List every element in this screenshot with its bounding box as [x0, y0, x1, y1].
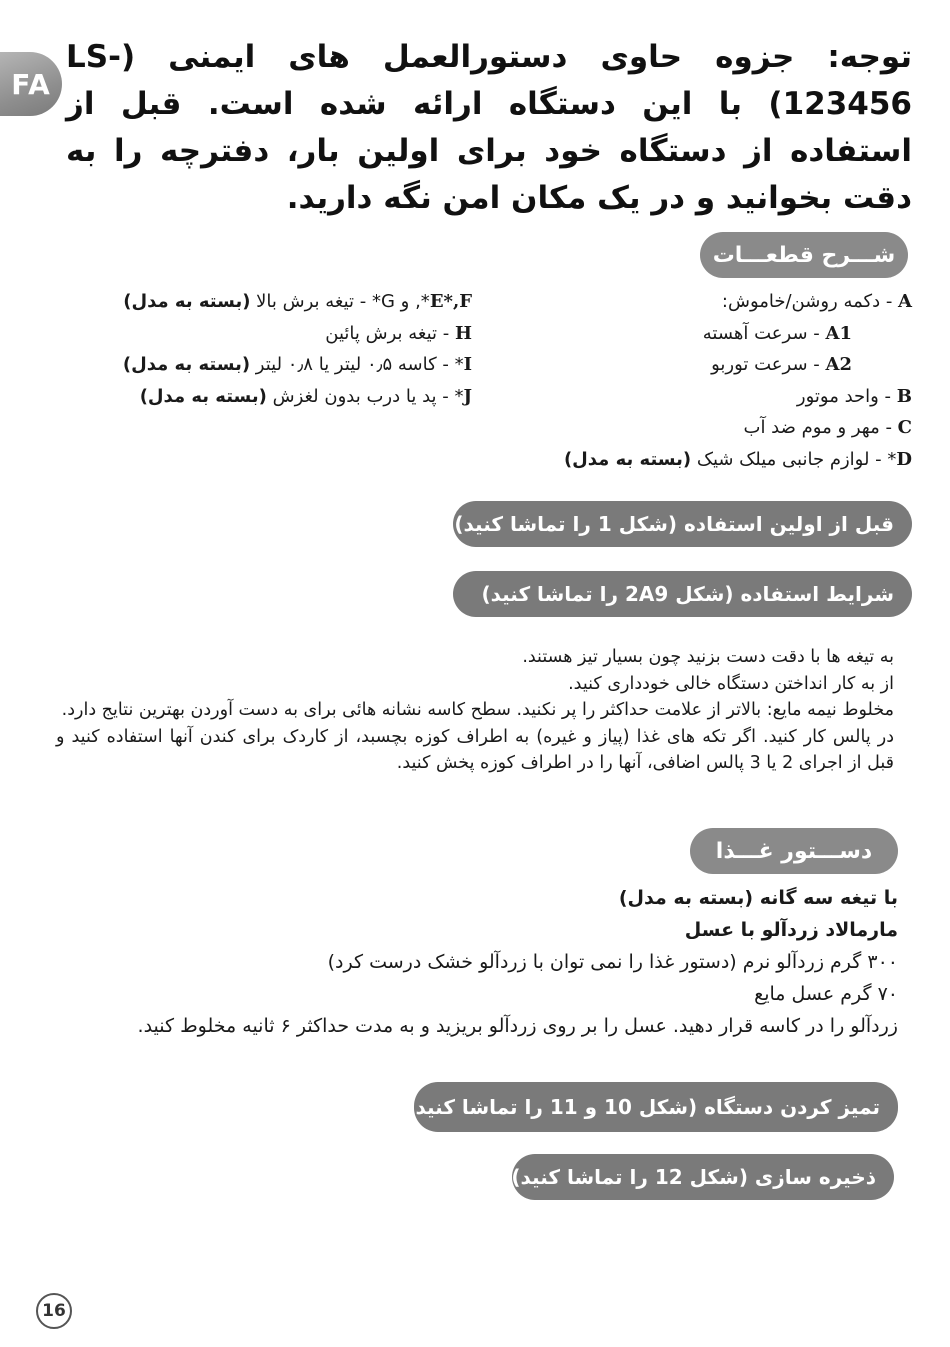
recipe-ingredient-1: ۳۰۰ گرم زردآلو نرم (دستور غذا را نمی توان با زردآلو خشک درست کرد) — [327, 951, 898, 973]
storage-section-title: ذخیره سازی (شکل 12 را تماشا کنید) — [512, 1154, 894, 1200]
parts-list-right — [532, 286, 912, 475]
recipe-body — [52, 882, 898, 1042]
part-c: C - مهر و موم ضد آب — [743, 417, 912, 438]
safety-notice: توجه: جزوه حاوی دستورالعمل های ایمنی (LS-123456) با این دستگاه ارائه شده است. قبل از استفاده از دستگاه خود برای اولین بار، دفترچه را به دقت بخوانید و در یک مکان امن نگه دارید. — [66, 39, 912, 216]
usage-instructions — [56, 644, 894, 777]
usage-line-3: مخلوط نیمه مایع: بالاتر از علامت حداکثر را پر نکنید. سطح کاسه نشانه هائی برای به دست آوردن بهترین نتایج دارد. — [61, 700, 894, 720]
recipe-heading-blade: با تیغه سه گانه (بسته به مدل) — [618, 887, 898, 909]
part-a: A - دکمه روشن/خاموش: — [721, 291, 912, 312]
parts-list-left — [72, 286, 472, 412]
usage-line-2: از به کار انداختن دستگاه خالی خودداری کنید. — [568, 673, 894, 694]
conditions-section-title: شرایط استفاده (شکل 2A9 را تماشا کنید) — [453, 571, 912, 617]
part-j: J* - پد یا درب بدون لغزش (بسته به مدل) — [139, 385, 472, 407]
part-a1: A1 - سرعت آهسته — [702, 322, 852, 344]
recipe-method: زردآلو را در کاسه قرار دهید. عسل را بر روی زردآلو بریزید و به مدت حداکثر ۶ ثانیه مخلوط کنید. — [137, 1015, 898, 1037]
recipe-ingredient-2: ۷۰ گرم عسل مایع — [754, 983, 898, 1005]
part-b: B - واحد موتور — [796, 385, 912, 407]
usage-line-4: در پالس کار کنید. اگر تکه های غذا (پیاز و غیره) به اطراف کوزه بچسبد، از کاردک برای کندن آنها استفاده کنید و قبل از اجرای 2 یا 3 پالس اضافی، آنها را در اطراف کوزه پخش کنید. — [56, 726, 894, 773]
part-d: D* - لوازم جانبی میلک شیک (بسته به مدل) — [563, 448, 912, 470]
part-i: I* - کاسه ۰٫۵ لیتر یا ۰٫۸ لیتر (بسته به مدل) — [122, 354, 472, 375]
recipe-heading-name: مارمالاد زردآلو با عسل — [684, 919, 898, 941]
cleaning-section-title: تمیز کردن دستگاه (شکل 10 و 11 را تماشا کنید) — [414, 1082, 898, 1132]
recipe-section-title: دســـتور غـــذا — [690, 828, 898, 874]
usage-line-1: به تیغه ها با دقت دست بزنید چون بسیار تیز هستند. — [522, 647, 894, 667]
first-use-section-title: قبل از اولین استفاده (شکل 1 را تماشا کنید) — [453, 501, 912, 547]
part-h: H - تیغه برش پائین — [325, 322, 472, 344]
part-a2: A2 - سرعت توربو — [711, 354, 852, 375]
part-efg: E*,F*, و G* - تیغه برش بالا (بسته به مدل) — [123, 291, 472, 312]
language-badge: FA — [0, 52, 62, 116]
parts-section-title: شـــرح قطعـــات — [700, 232, 908, 278]
page-number: 16 — [36, 1293, 72, 1329]
